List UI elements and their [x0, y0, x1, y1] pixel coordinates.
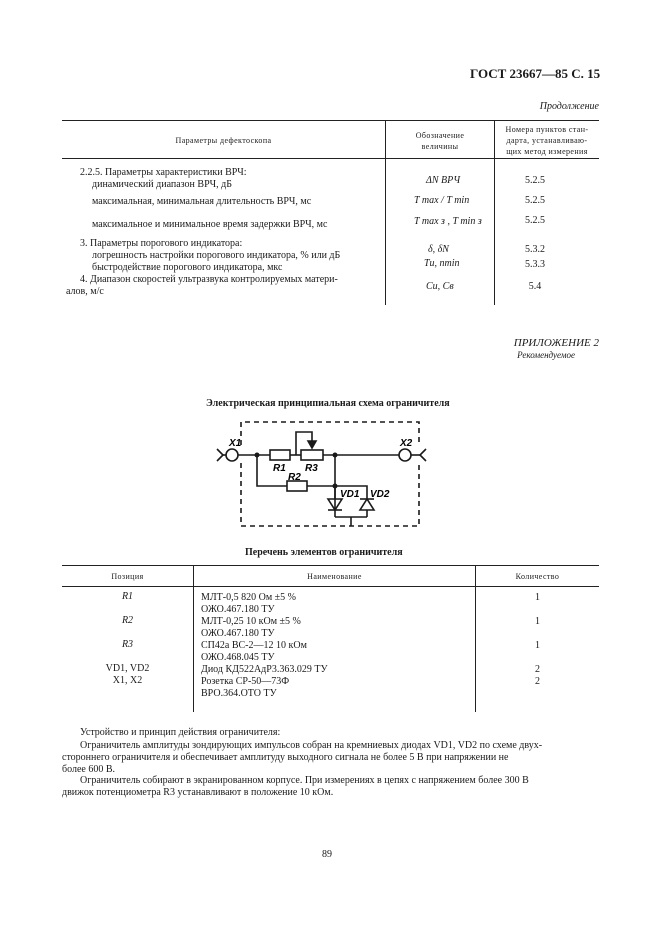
table2-pos: R1: [121, 591, 134, 602]
table2-pos: R2: [121, 615, 134, 626]
resistor-r3: [301, 450, 323, 460]
table1-row-text: динамический диапазон ВРЧ, дБ: [92, 179, 232, 190]
table1-symbol: T max з , T min з: [414, 216, 482, 227]
table1-method-num: 5.3.2: [525, 244, 545, 255]
table2-qty: 2: [535, 676, 540, 687]
table1-header-method: Номера пунктов стан- дарта, устанавливаю- щих метод измерения: [505, 125, 589, 156]
paragraph-line: Устройство и принцип действия ограничителя:: [80, 727, 281, 738]
appendix-subtitle: Рекомендуемое: [517, 350, 575, 360]
x1-chevron: [217, 449, 223, 461]
table2-name: ОЖО.468.045 ТУ: [201, 652, 275, 663]
table1-header-symbol: Обозначение величины: [415, 131, 465, 151]
label-r1: R1: [273, 463, 286, 474]
table1-symbol: δ, δN: [428, 244, 449, 255]
table2-pos: VD1, VD2: [105, 663, 150, 674]
table1-row-text: 4. Диапазон скоростей ультразвука контролируемых матери-: [80, 274, 338, 285]
table1-symbol: Cи, Cв: [426, 281, 454, 292]
table1-method-num: 5.2.5: [525, 175, 545, 186]
table2-name: МЛТ-0,5 820 Ом ±5 %: [201, 592, 296, 603]
wiper-arrow-icon: [308, 441, 316, 448]
table2-name: ОЖО.467.180 ТУ: [201, 628, 275, 639]
label-r2: R2: [288, 472, 301, 483]
paragraph-line: более 600 В.: [62, 764, 115, 775]
table2-col-divider-1: [193, 565, 194, 712]
table2-name: СП42а ВС-2—12 10 кОм: [201, 640, 307, 651]
table1-row-text: 3. Параметры порогового индикатора:: [80, 238, 243, 249]
table1-symbol: Tи, nmin: [424, 258, 460, 269]
table2-header-pos: Позиция: [111, 572, 144, 581]
paragraph-line: Ограничитель собирают в экранированном корпусе. При измерениях в цепях с напряжением более 300 В: [80, 775, 529, 786]
x2-connector-icon: [399, 449, 411, 461]
list-title: Перечень элементов ограничителя: [245, 547, 403, 558]
table2-qty: 1: [535, 640, 540, 651]
paragraph-line: стороннего ограничителя и обеспечивает амплитуду выходного сигнала не более 5 В при напряжении не: [62, 752, 509, 763]
table1-method-num: 5.2.5: [525, 195, 545, 206]
figure-title: Электрическая принципиальная схема ограничителя: [206, 398, 450, 409]
table1-row-text: алов, м/с: [66, 286, 104, 297]
document-code: ГОСТ 23667—85 С. 15: [470, 66, 601, 81]
table1-row-text: быстродействие порогового индикатора, мкс: [92, 262, 283, 273]
label-x1: X1: [229, 438, 242, 449]
table2-pos: R3: [121, 639, 134, 650]
diode-vd2-icon: [360, 499, 374, 510]
table1-method-num: 5.2.5: [525, 215, 545, 226]
table2-name: Диод КД522АдР3.363.029 ТУ: [201, 664, 328, 675]
shield-outline: [241, 463, 419, 526]
paragraph-line: Ограничитель амплитуды зондирующих импульсов собран на кремниевых диодах VD1, VD2 по схеме двух-: [80, 740, 543, 751]
table1-symbol: ΔN ВРЧ: [426, 175, 461, 186]
paragraph-line: движок потенциометра R3 устанавливают в положение 10 кОм.: [62, 787, 334, 798]
shield-outline: [241, 422, 419, 445]
table2-col-divider-2: [475, 565, 476, 712]
table1-top-rule: [62, 120, 599, 121]
page-number: 89: [322, 849, 332, 860]
label-vd1: VD1: [340, 489, 360, 500]
table2-header-name: Наименование: [307, 572, 362, 581]
table2-name: МЛТ-0,25 10 кОм ±5 %: [201, 616, 301, 627]
table1-method-num: 5.3.3: [525, 259, 545, 270]
table2-pos: X1, X2: [112, 675, 143, 686]
table1-row-text: логрешность настройки порогового индикатора, % или дБ: [92, 250, 341, 261]
label-x2: X2: [400, 438, 413, 449]
table1-row-text: максимальная, минимальная длительность ВРЧ, мс: [92, 196, 312, 207]
table1-row-text: 2.2.5. Параметры характеристики ВРЧ:: [80, 167, 247, 178]
table2-qty: 1: [535, 616, 540, 627]
label-r3: R3: [305, 463, 318, 474]
appendix-title: ПРИЛОЖЕНИЕ 2: [513, 337, 599, 349]
table2-name: ОЖО.467.180 ТУ: [201, 604, 275, 615]
table1-header-params: Параметры дефектоскопа: [175, 136, 272, 145]
continuation-label: Продолжение: [539, 101, 599, 112]
table1-row-text: максимальное и минимальное время задержки ВРЧ, мс: [92, 219, 328, 230]
table2-name: ВРО.364.ОТО ТУ: [201, 688, 277, 699]
table1-symbol: T max / T min: [414, 195, 470, 206]
table2-qty: 1: [535, 592, 540, 603]
resistor-r1: [270, 450, 290, 460]
table2-header-qty: Количество: [515, 572, 560, 581]
table2-name: Розетка СР-50—73Ф: [201, 676, 290, 687]
table2-header-rule: [62, 586, 599, 587]
circuit-diagram: [205, 415, 455, 533]
table2-top-rule: [62, 565, 599, 566]
x1-connector-icon: [226, 449, 238, 461]
label-vd2: VD2: [370, 489, 390, 500]
table1-header-rule: [62, 158, 599, 159]
x2-chevron: [420, 449, 426, 461]
table2-qty: 2: [535, 664, 540, 675]
table1-method-num: 5.4: [528, 281, 542, 292]
